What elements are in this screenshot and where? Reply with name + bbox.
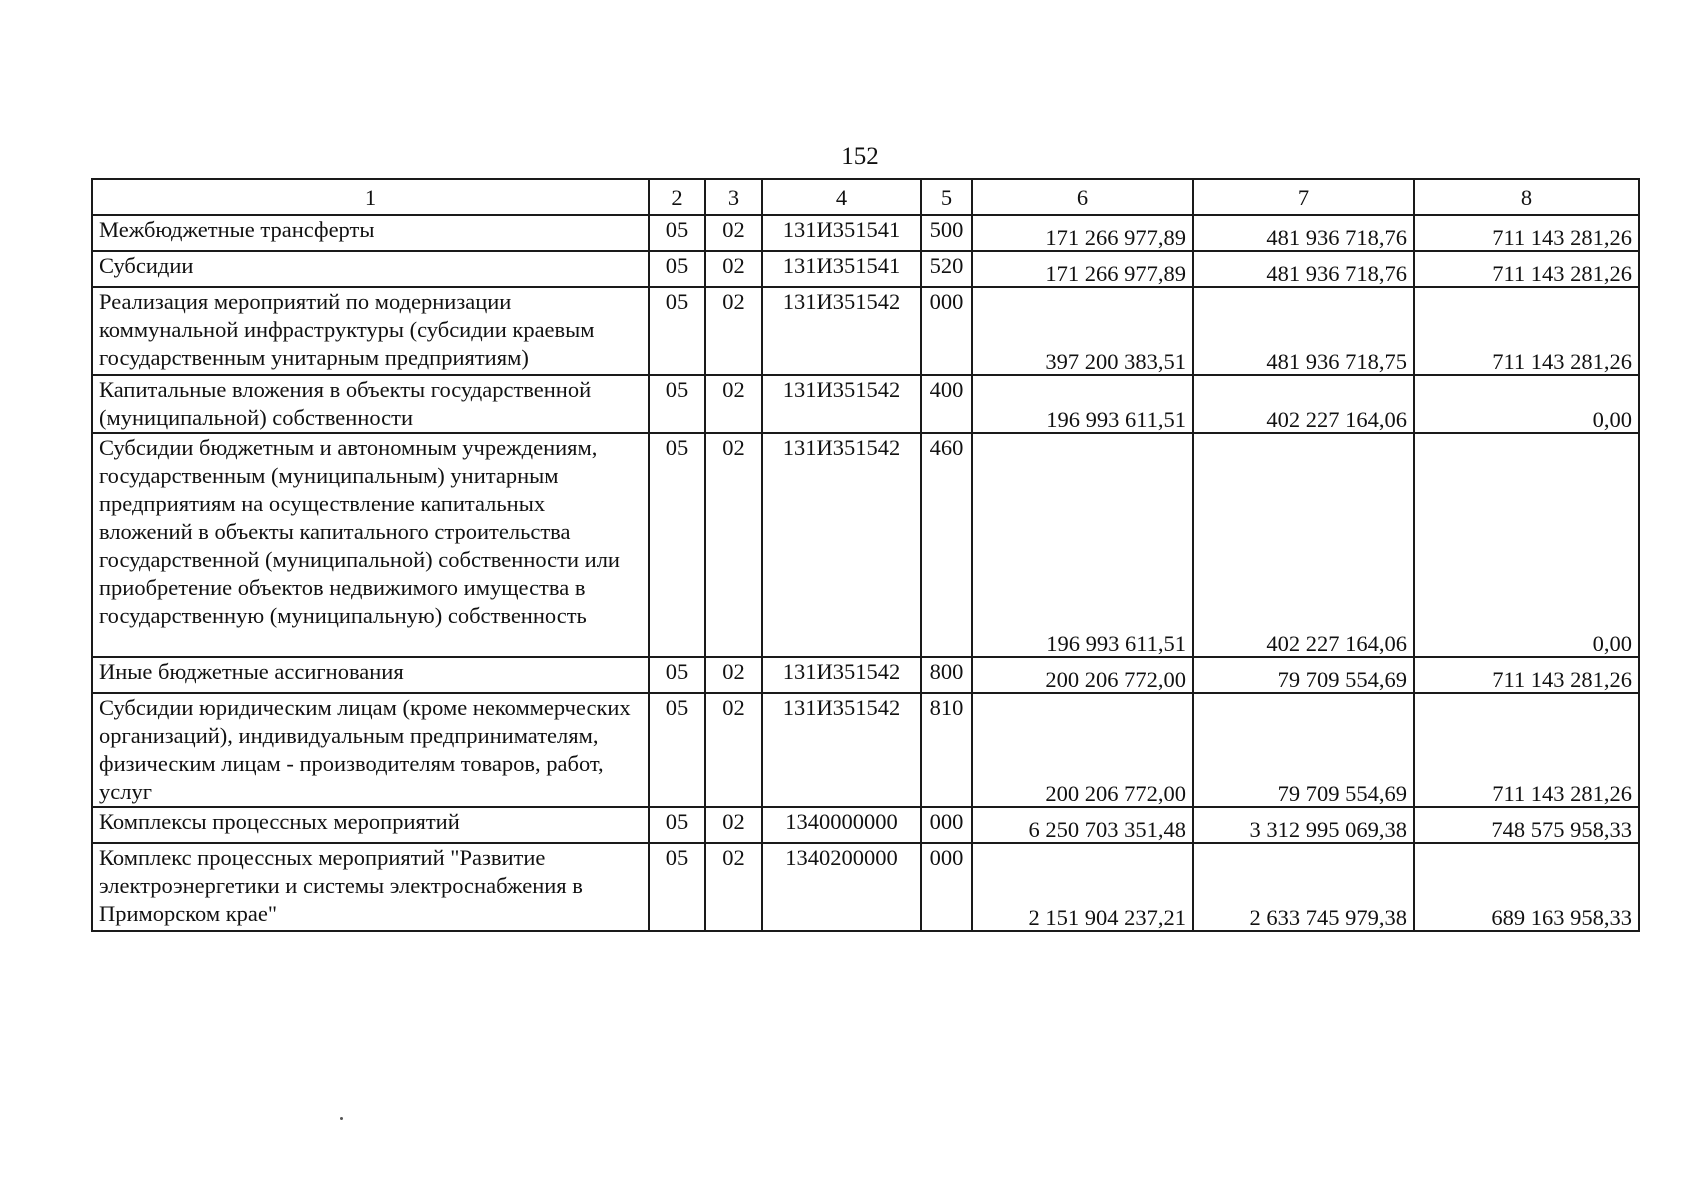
target-article-code: 131И351542 <box>762 433 921 657</box>
section-code: 05 <box>649 287 705 375</box>
amount-col8: 711 143 281,26 <box>1414 251 1639 287</box>
section-code: 05 <box>649 843 705 931</box>
table-row <box>92 807 1639 843</box>
amount-col6: 196 993 611,51 <box>972 433 1193 657</box>
amount-col8: 689 163 958,33 <box>1414 843 1639 931</box>
section-code: 05 <box>649 433 705 657</box>
row-name: Иные бюджетные ассигнования <box>92 657 649 693</box>
subsection-code: 02 <box>705 215 762 251</box>
page-number: 152 <box>841 143 879 170</box>
target-article-code: 131И351541 <box>762 251 921 287</box>
column-header: 6 <box>972 179 1193 215</box>
row-name: Реализация мероприятий по модернизации коммунальной инфраструктуры (субсидии краевым государственным унитарным предприятиям) <box>92 287 649 375</box>
expense-type-code: 000 <box>921 287 972 375</box>
amount-col6: 196 993 611,51 <box>972 375 1193 433</box>
amount-col6: 2 151 904 237,21 <box>972 843 1193 931</box>
scan-speck <box>340 1117 343 1120</box>
section-code: 05 <box>649 693 705 807</box>
subsection-code: 02 <box>705 807 762 843</box>
budget-table <box>91 178 1640 932</box>
amount-col7: 481 936 718,75 <box>1193 287 1414 375</box>
column-header: 7 <box>1193 179 1414 215</box>
section-code: 05 <box>649 215 705 251</box>
subsection-code: 02 <box>705 657 762 693</box>
amount-col8: 711 143 281,26 <box>1414 215 1639 251</box>
header-row <box>92 179 1639 215</box>
amount-col6: 200 206 772,00 <box>972 657 1193 693</box>
table-row <box>92 215 1639 251</box>
amount-col7: 402 227 164,06 <box>1193 375 1414 433</box>
table-row <box>92 251 1639 287</box>
section-code: 05 <box>649 657 705 693</box>
amount-col7: 79 709 554,69 <box>1193 693 1414 807</box>
subsection-code: 02 <box>705 433 762 657</box>
amount-col7: 2 633 745 979,38 <box>1193 843 1414 931</box>
amount-col6: 171 266 977,89 <box>972 251 1193 287</box>
column-header: 1 <box>92 179 649 215</box>
table-body <box>92 179 1639 931</box>
amount-col8: 711 143 281,26 <box>1414 287 1639 375</box>
table-row <box>92 375 1639 433</box>
expense-type-code: 000 <box>921 807 972 843</box>
target-article-code: 131И351542 <box>762 693 921 807</box>
subsection-code: 02 <box>705 693 762 807</box>
subsection-code: 02 <box>705 287 762 375</box>
amount-col8: 0,00 <box>1414 375 1639 433</box>
column-header: 2 <box>649 179 705 215</box>
subsection-code: 02 <box>705 251 762 287</box>
section-code: 05 <box>649 375 705 433</box>
expense-type-code: 000 <box>921 843 972 931</box>
table-row <box>92 287 1639 375</box>
amount-col7: 79 709 554,69 <box>1193 657 1414 693</box>
expense-type-code: 500 <box>921 215 972 251</box>
section-code: 05 <box>649 251 705 287</box>
row-name: Комплекс процессных мероприятий "Развитие электроэнергетики и системы электроснабжения в Приморском крае" <box>92 843 649 931</box>
table-row <box>92 433 1639 657</box>
amount-col7: 481 936 718,76 <box>1193 251 1414 287</box>
expense-type-code: 520 <box>921 251 972 287</box>
expense-type-code: 800 <box>921 657 972 693</box>
row-name: Субсидии <box>92 251 649 287</box>
row-name: Субсидии бюджетным и автономным учреждениям, государственным (муниципальным) унитарным предприятиям на осуществление капитальных вложений в объекты капитального строительства государственной (муниципальной) собственности или приобретение объектов недвижимого имущества в государственную (муниципальную) собственность <box>92 433 649 657</box>
amount-col8: 711 143 281,26 <box>1414 693 1639 807</box>
target-article-code: 131И351541 <box>762 215 921 251</box>
amount-col6: 200 206 772,00 <box>972 693 1193 807</box>
amount-col8: 711 143 281,26 <box>1414 657 1639 693</box>
column-header: 8 <box>1414 179 1639 215</box>
table-row <box>92 657 1639 693</box>
amount-col6: 6 250 703 351,48 <box>972 807 1193 843</box>
column-header: 4 <box>762 179 921 215</box>
column-header: 3 <box>705 179 762 215</box>
table-row <box>92 693 1639 807</box>
amount-col7: 402 227 164,06 <box>1193 433 1414 657</box>
row-name: Межбюджетные трансферты <box>92 215 649 251</box>
section-code: 05 <box>649 807 705 843</box>
target-article-code: 131И351542 <box>762 375 921 433</box>
column-header: 5 <box>921 179 972 215</box>
row-name: Капитальные вложения в объекты государственной (муниципальной) собственности <box>92 375 649 433</box>
target-article-code: 1340200000 <box>762 843 921 931</box>
expense-type-code: 460 <box>921 433 972 657</box>
subsection-code: 02 <box>705 843 762 931</box>
amount-col8: 748 575 958,33 <box>1414 807 1639 843</box>
amount-col7: 3 312 995 069,38 <box>1193 807 1414 843</box>
amount-col8: 0,00 <box>1414 433 1639 657</box>
target-article-code: 1340000000 <box>762 807 921 843</box>
amount-col6: 171 266 977,89 <box>972 215 1193 251</box>
target-article-code: 131И351542 <box>762 287 921 375</box>
row-name: Комплексы процессных мероприятий <box>92 807 649 843</box>
amount-col6: 397 200 383,51 <box>972 287 1193 375</box>
row-name: Субсидии юридическим лицам (кроме некоммерческих организаций), индивидуальным предпринимателям, физическим лицам - производителям товаров, работ, услуг <box>92 693 649 807</box>
table-row <box>92 843 1639 931</box>
target-article-code: 131И351542 <box>762 657 921 693</box>
subsection-code: 02 <box>705 375 762 433</box>
expense-type-code: 400 <box>921 375 972 433</box>
amount-col7: 481 936 718,76 <box>1193 215 1414 251</box>
expense-type-code: 810 <box>921 693 972 807</box>
